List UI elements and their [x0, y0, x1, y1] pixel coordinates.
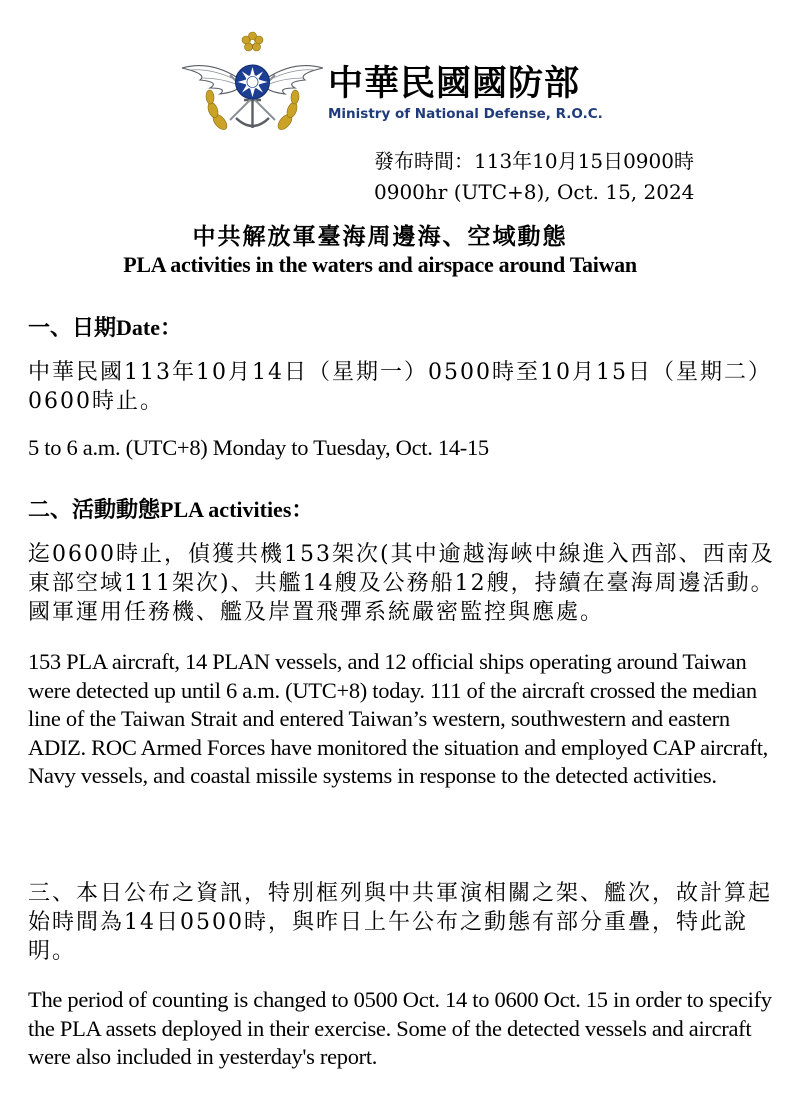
ministry-name-english: Ministry of National Defense, R.O.C.: [328, 106, 603, 122]
section-activities-heading-cn: 二、活動動態: [28, 497, 161, 523]
section-notice-body-chinese: 三、本日公布之資訊，特別框列與中共軍演相關之架、艦次，故計算起始時間為14日0500時，與昨日上午公布之動態有部分重疊，特此說明。: [28, 881, 773, 964]
section-date-heading-en: Date：: [116, 315, 182, 340]
section-activities-body-english: 153 PLA aircraft, 14 PLAN vessels, and 12 official ships operating around Taiwan were detected up until 6 a.m. (UTC+8) today. 111 of the aircraft crossed the median line of the Taiwan Strait and entered Taiwan’s western, southwestern and eastern ADIZ. ROC Armed Forces have monitored the situation and employed CAP aircraft, Navy vessels, and coastal missile systems in response to the detected activities.: [28, 649, 768, 788]
section-activities-heading: [28, 493, 313, 524]
section-date-body-chinese: 中華民國113年10月14日（星期一）0500時至10月15日（星期二）0600時止。: [28, 360, 772, 414]
section-activities-body-chinese: 迄0600時止，偵獲共機153架次(其中逾越海峽中線進入西部、西南及東部空域111架次)、共艦14艘及公務船12艘，持續在臺海周邊活動。國軍運用任務機、艦及岸置飛彈系統嚴密監控與應處。: [28, 542, 775, 625]
letterhead: [180, 30, 640, 140]
section-date-heading: [28, 311, 182, 342]
document-title-chinese: 中共解放軍臺海周邊海、空域動態: [192, 223, 568, 250]
section-date-body-english: 5 to 6 a.m. (UTC+8) Monday to Tuesday, Oct. 14-15: [28, 435, 489, 460]
section-date-heading-cn: 一、日期: [28, 315, 117, 341]
section-activities-heading-en: PLA activities：: [160, 497, 314, 522]
section-notice-body-english: The period of counting is changed to 0500 Oct. 14 to 0600 Oct. 15 in order to specify the PLA assets deployed in their exercise. Some of the detected vessels and aircraft were also included in yesterday's report.: [28, 987, 772, 1069]
document-title-english: PLA activities in the waters and airspace around Taiwan: [123, 252, 637, 277]
release-time-english: 0900hr (UTC+8), Oct. 15, 2024: [374, 180, 695, 204]
release-time: [374, 146, 694, 208]
ministry-name-chinese: 中華民國國防部: [328, 64, 581, 104]
release-time-chinese: 發布時間：113年10月15日0900時: [374, 149, 694, 173]
ministry-emblem-icon: [180, 30, 325, 138]
